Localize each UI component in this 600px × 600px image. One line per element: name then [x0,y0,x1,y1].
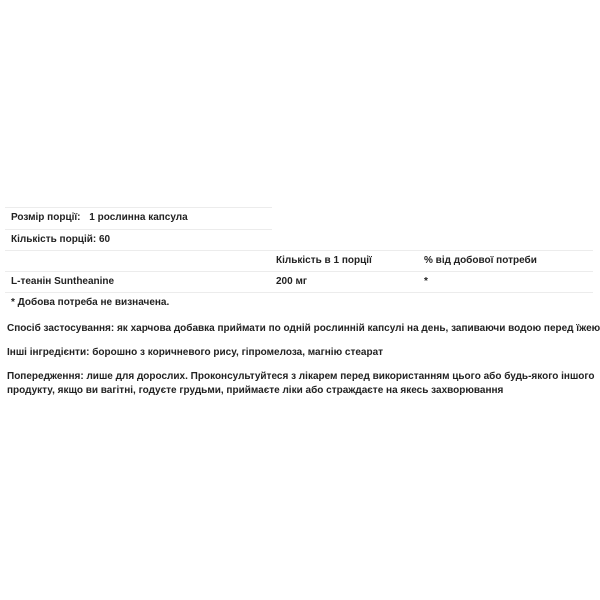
serving-size-value: 1 рослинна капсула [89,212,188,223]
serving-count-label: Кількість порцій: [11,234,97,245]
serving-size-label: Розмір порції: [11,212,81,223]
warning-line-2: продукту, якщо ви вагітні, годуєте грудьми, приймаєте ліки або страждаєте на якесь захворювання [7,385,504,396]
ingredient-amount: 200 мг [276,276,308,287]
divider-top [5,207,272,208]
usage-text: Спосіб застосування: як харчова добавка приймати по одній рослинній капсулі на день, запиваючи водою перед їжею [7,323,600,334]
footnote: * Добова потреба не визначена. [11,297,170,308]
serving-size [11,212,188,224]
divider-serving-count [5,250,593,251]
header-daily-value: % від добової потреби [424,255,537,266]
header-amount: Кількість в 1 порції [276,255,372,266]
serving-count-value: 60 [99,234,111,245]
warning-line-1: Попередження: лише для дорослих. Проконсультуйтеся з лікарем перед використанням цього або будь-якого іншого [7,371,595,382]
divider-serving-size [5,229,272,230]
serving-count [11,234,110,246]
divider-table-header [5,271,593,272]
other-ingredients-text: Інші інгредієнти: борошно з коричневого рису, гіпромелоза, магнію стеарат [7,347,384,358]
ingredient-name: L-теанін Suntheanine [11,276,115,287]
ingredient-daily-value: * [424,276,428,287]
divider-table-row [5,292,593,293]
